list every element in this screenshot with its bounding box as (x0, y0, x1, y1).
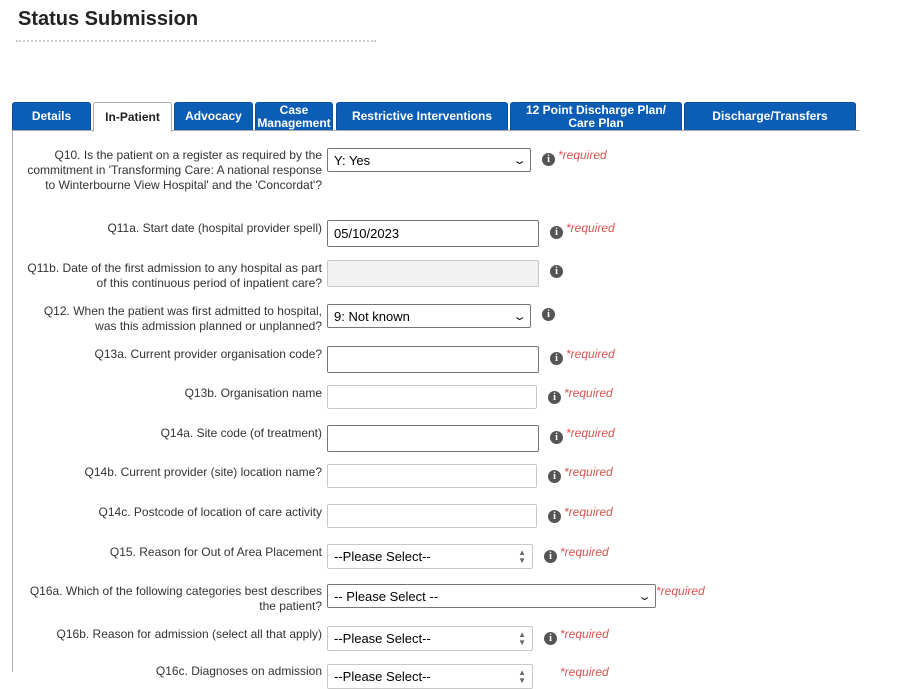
required-indicator: *required (560, 627, 609, 641)
required-indicator: *required (566, 426, 615, 440)
updown-arrows-icon: ▲ ▼ (518, 547, 526, 565)
info-icon[interactable]: i (544, 550, 557, 563)
q12-label: Q12. When the patient was first admitted to hospital, was this admission planned or unplanned? (43, 304, 322, 333)
q10-label: Q10. Is the patient on a register as required by the commitment in 'Transforming Care: A national response to Winterbourne View Hospital' and the 'Concordat'? (27, 148, 322, 192)
q13b-organisation-name-input[interactable] (327, 385, 537, 409)
info-icon[interactable]: i (550, 352, 563, 365)
q16c-label: Q16c. Diagnoses on admission (155, 664, 322, 678)
content-border (12, 131, 13, 672)
info-icon[interactable]: i (548, 470, 561, 483)
required-indicator: *required (656, 584, 705, 598)
q16b-label: Q16b. Reason for admission (select all that apply) (56, 627, 322, 641)
q14a-site-code-input[interactable] (327, 425, 539, 452)
q15-select[interactable] (327, 544, 533, 569)
info-icon[interactable]: i (548, 510, 561, 523)
q10-select-value: Y: Yes (334, 152, 371, 168)
q14b-location-name-input[interactable] (327, 464, 537, 488)
q10-select[interactable] (327, 148, 531, 172)
chevron-down-icon: ⌄ (512, 310, 527, 323)
info-icon[interactable]: i (542, 308, 555, 321)
q16a-label: Q16a. Which of the following categories best describes the patient? (29, 584, 322, 613)
q12-select-value: 9: Not known (334, 308, 410, 324)
required-indicator: *required (566, 221, 615, 235)
required-indicator: *required (560, 545, 609, 559)
q16a-select-value: -- Please Select -- (334, 588, 439, 604)
q15-label: Q15. Reason for Out of Area Placement (109, 545, 322, 559)
info-icon[interactable]: i (550, 226, 563, 239)
q14b-label: Q14b. Current provider (site) location name? (84, 465, 322, 479)
q13a-provider-code-input[interactable] (327, 346, 539, 373)
required-indicator: *required (558, 148, 607, 162)
q11a-label: Q11a. Start date (hospital provider spell) (107, 221, 322, 235)
q13b-label: Q13b. Organisation name (184, 386, 322, 400)
tab-advocacy[interactable]: Advocacy (174, 102, 253, 130)
q14c-postcode-input[interactable] (327, 504, 537, 528)
q16a-select[interactable] (327, 584, 656, 608)
tab-discharge-transfers[interactable]: Discharge/Transfers (684, 102, 856, 130)
info-icon[interactable]: i (542, 153, 555, 166)
q14c-label: Q14c. Postcode of location of care activity (98, 505, 322, 519)
q13a-label: Q13a. Current provider organisation code? (94, 347, 322, 361)
tab-restrictive-interventions[interactable]: Restrictive Interventions (336, 102, 508, 130)
info-icon[interactable]: i (548, 391, 561, 404)
q16b-select-value: --Please Select-- (334, 631, 431, 646)
q11a-start-date-input[interactable]: 05/10/2023 (327, 220, 539, 247)
q16c-select-value: --Please Select-- (334, 669, 431, 684)
q15-select-value: --Please Select-- (334, 549, 431, 564)
page-title: Status Submission (18, 8, 199, 30)
q11b-label: Q11b. Date of the first admission to any hospital as part of this continuous period of inpatient care? (27, 261, 322, 290)
tab-discharge-plan[interactable]: 12 Point Discharge Plan/ Care Plan (510, 102, 682, 130)
q14a-label: Q14a. Site code (of treatment) (160, 426, 322, 440)
updown-arrows-icon: ▲ ▼ (518, 667, 526, 685)
chevron-down-icon: ⌄ (637, 590, 652, 603)
tab-bar (12, 102, 906, 131)
q11b-first-admission-date-input (327, 260, 539, 287)
info-icon[interactable]: i (550, 431, 563, 444)
required-indicator: *required (566, 347, 615, 361)
tab-case-management[interactable]: Case Management (255, 102, 333, 130)
info-icon[interactable]: i (544, 632, 557, 645)
required-indicator: *required (564, 505, 613, 519)
required-indicator: *required (564, 386, 613, 400)
q12-select[interactable] (327, 304, 531, 328)
chevron-down-icon: ⌄ (512, 154, 527, 167)
required-indicator: *required (564, 465, 613, 479)
q16c-select[interactable] (327, 664, 533, 689)
title-divider (16, 40, 376, 42)
required-indicator: *required (560, 665, 609, 679)
info-icon[interactable]: i (550, 265, 563, 278)
q16b-select[interactable] (327, 626, 533, 651)
tab-details[interactable]: Details (12, 102, 91, 130)
updown-arrows-icon: ▲ ▼ (518, 629, 526, 647)
tab-in-patient[interactable]: In-Patient (93, 102, 172, 132)
